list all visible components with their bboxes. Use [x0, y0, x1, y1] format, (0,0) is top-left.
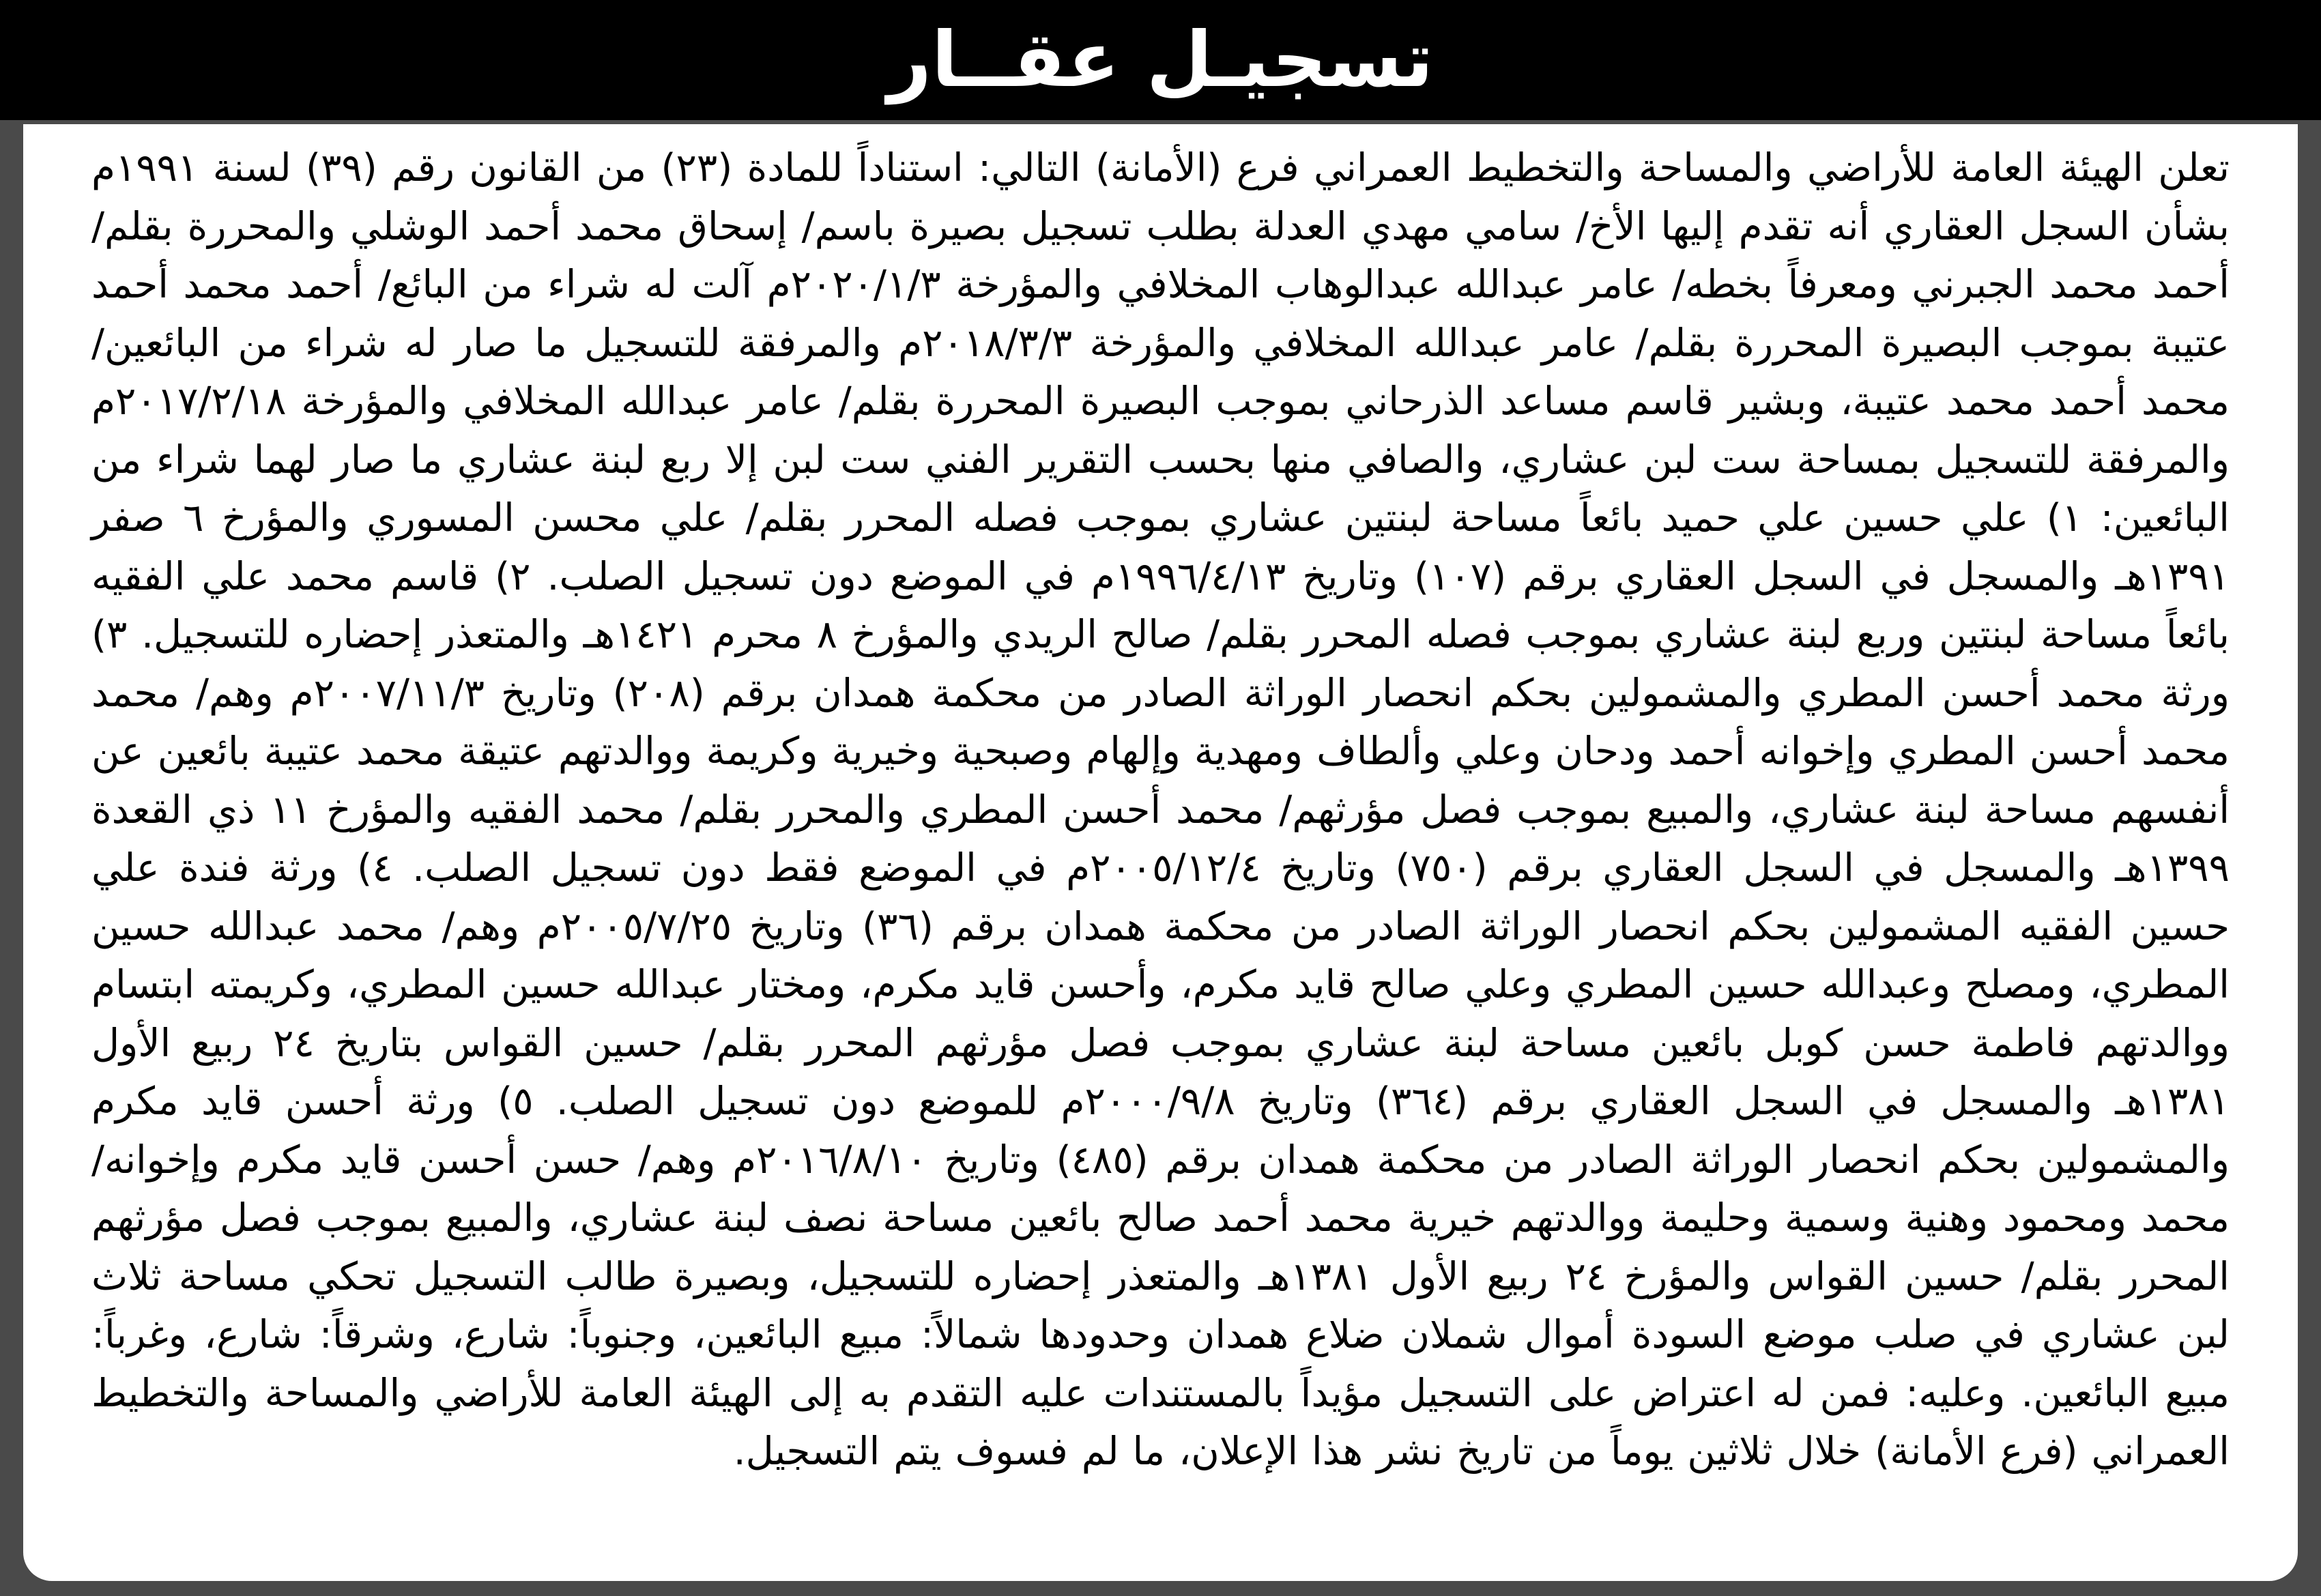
notice-frame [0, 120, 2321, 1596]
notice-panel [23, 124, 2298, 1581]
notice-title: تسجيـل عقــار [887, 16, 1434, 104]
notice-header [0, 0, 2321, 120]
notice-body: تعلن الهيئة العامة للأراضي والمساحة والتخطيط العمراني فرع (الأمانة) التالي: استناداً للمادة (٢٣) من القانون رقم (٣٩) لسنة ١٩٩١م بشأن السجل العقاري أنه تقدم إليها الأخ/ سامي مهدي العدلة بطلب تسجيل بصيرة باسم/ إسحاق محمد أحمد الوشلي والمحررة بقلم/ أحمد محمد الجبرني ومعرفاً بخطه/ عامر عبدالله عبدالوهاب المخلافي والمؤرخة ٢٠٢٠/١/٣م آلت له شراء من البائع/ أحمد محمد أحمد عتيبة بموجب البصيرة المحررة بقلم/ عامر عبدالله المخلافي والمؤرخة ٢٠١٨/٣/٣م والمرفقة للتسجيل ما صار له شراء من البائعين/ محمد أحمد محمد عتيبة، وبشير قاسم مساعد الذرحاني بموجب البصيرة المحررة بقلم/ عامر عبدالله المخلافي والمؤرخة ٢٠١٧/٢/١٨م والمرفقة للتسجيل بمساحة ست لبن عشاري، والصافي منها بحسب التقرير الفني ست لبن إلا ربع لبنة عشاري ما صار لهما شراء من البائعين: ١) علي حسين علي حميد بائعاً مساحة لبنتين عشاري بموجب فصله المحرر بقلم/ علي محسن المسوري والمؤرخ ٦ صفر ١٣٩١هـ والمسجل في السجل العقاري برقم (١٠٧) وتاريخ ١٩٩٦/٤/١٣م في الموضع دون تسجيل الصلب. ٢) قاسم محمد علي الفقيه بائعاً مساحة لبنتين وربع لبنة عشاري بموجب فصله المحرر بقلم/ صالح الريدي والمؤرخ ٨ محرم ١٤٢١هـ والمتعذر إحضاره للتسجيل. ٣) ورثة محمد أحسن المطري والمشمولين بحكم انحصار الوراثة الصادر من محكمة همدان برقم (٢٠٨) وتاريخ ٢٠٠٧/١١/٣م وهم/ محمد محمد أحسن المطري وإخوانه أحمد ودحان وعلي وألطاف ومهدية وإلهام وصبحية وخيرية وكريمة ووالدتهم عتيقة محمد عتيبة بائعين عن أنفسهم مساحة لبنة عشاري، والمبيع بموجب فصل مؤرثهم/ محمد أحسن المطري والمحرر بقلم/ محمد الفقيه والمؤرخ ١١ ذي القعدة ١٣٩٩هـ والمسجل في السجل العقاري برقم (٧٥٠) وتاريخ ٢٠٠٥/١٢/٤م في الموضع فقط دون تسجيل الصلب. ٤) ورثة فندة علي حسين الفقيه المشمولين بحكم انحصار الوراثة الصادر من محكمة همدان برقم (٣٦) وتاريخ ٢٠٠٥/٧/٢٥م وهم/ محمد عبدالله حسين المطري، ومصلح وعبدالله حسين المطري وعلي صالح قايد مكرم، وأحسن قايد مكرم، ومختار عبدالله حسين المطري، وكريمته ابتسام ووالدتهم فاطمة حسن كوبل بائعين مساحة لبنة عشاري بموجب فصل مؤرثهم المحرر بقلم/ حسين القواس بتاريخ ٢٤ ربيع الأول ١٣٨١هـ والمسجل في السجل العقاري برقم (٣٦٤) وتاريخ ٢٠٠٠/٩/٨م للموضع دون تسجيل الصلب. ٥) ورثة أحسن قايد مكرم والمشمولين بحكم انحصار الوراثة الصادر من محكمة همدان برقم (٤٨٥) وتاريخ ٢٠١٦/٨/١٠م وهم/ حسن أحسن قايد مكرم وإخوانه/ محمد ومحمود وهنية وسمية وحليمة ووالدتهم خيرية محمد أحمد صالح بائعين مساحة نصف لبنة عشاري، والمبيع بموجب فصل مؤرثهم المحرر بقلم/ حسين القواس والمؤرخ ٢٤ ربيع الأول ١٣٨١هـ والمتعذر إحضاره للتسجيل، وبصيرة طالب التسجيل تحكي مساحة ثلاث لبن عشاري في صلب موضع السودة أموال شملان ضلاع همدان وحدودها شمالاً: مبيع البائعين، وجنوباً: شارع، وشرقاً: شارع، وغرباً: مبيع البائعين. وعليه: فمن له اعتراض على التسجيل مؤيداً بالمستندات عليه التقدم به إلى الهيئة العامة للأراضي والمساحة والتخطيط العمراني (فرع الأمانة) خلال ثلاثين يوماً من تاريخ نشر هذا الإعلان، ما لم فسوف يتم التسجيل. [91, 146, 2230, 1474]
